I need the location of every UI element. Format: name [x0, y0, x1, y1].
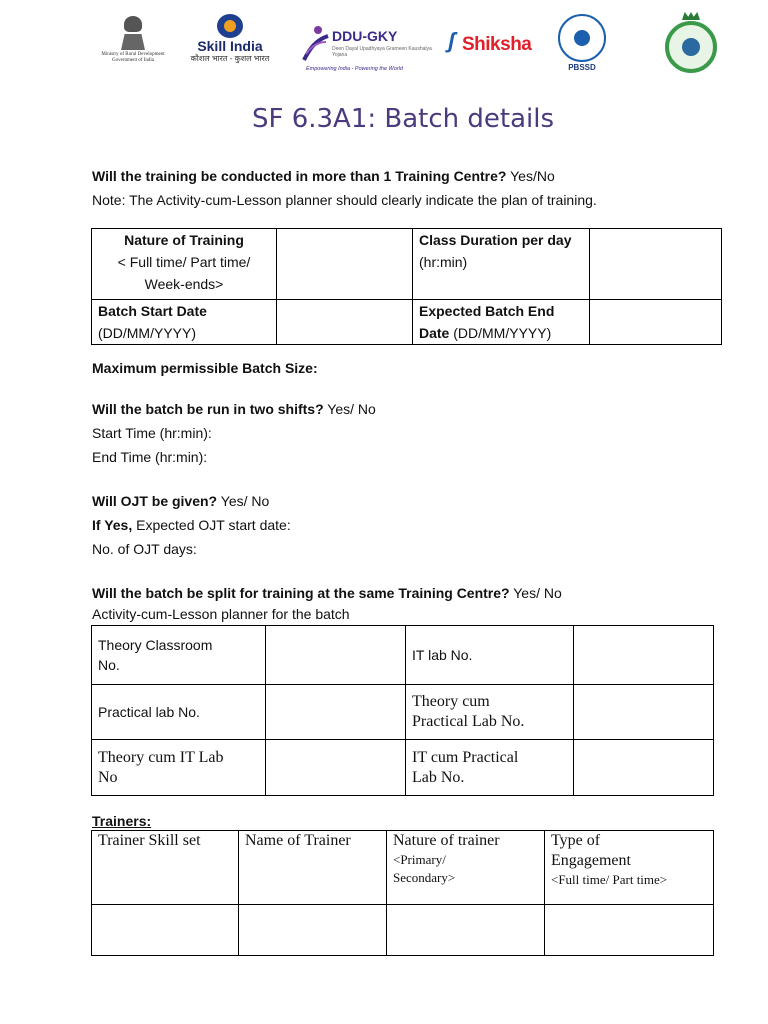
batch-start-label: Batch Start Date: [98, 303, 207, 319]
ojt-question-line: [92, 491, 269, 511]
state-seal-icon: [665, 21, 717, 73]
batch-start-format: (DD/MM/YYYY): [98, 325, 196, 341]
note-text: Note: The Activity-cum-Lesson planner should clearly indicate the plan of training.: [92, 192, 597, 208]
theory-it-lab-value-cell[interactable]: [266, 740, 406, 796]
page-title: SF 6.3A1: Batch details: [251, 104, 555, 134]
theory-classroom-label-cell: [92, 626, 266, 685]
theory-practical-label-2: Practical Lab No.: [412, 713, 525, 730]
batch-end-label: Expected Batch End: [419, 303, 555, 319]
theory-classroom-value-cell[interactable]: [266, 626, 406, 685]
emblem-caption: Ministry of Rural Development Government of India: [101, 52, 165, 63]
pbssd-logo: [554, 14, 610, 72]
theory-it-lab-label-cell: [92, 740, 266, 796]
ddu-gky-name: DDU-GKY: [332, 28, 398, 44]
it-practical-label: IT cum Practical: [412, 748, 519, 766]
lab-allocation-table: [91, 625, 714, 796]
nature-of-training-options-1: < Full time/ Part time/: [117, 254, 251, 270]
batch-end-label-cell: [413, 300, 590, 345]
shifts-question: Will the batch be run in two shifts?: [92, 401, 324, 417]
batch-end-format: (DD/MM/YYYY): [449, 325, 552, 341]
trainer-nature-header: [387, 831, 545, 905]
trainer-skill-set-cell[interactable]: [92, 905, 239, 956]
pbssd-label: PBSSD: [568, 63, 596, 72]
trainer-name-cell[interactable]: [239, 905, 387, 956]
shifts-question-line: [92, 399, 376, 419]
multi-centre-question-line: [92, 166, 555, 186]
it-practical-label-2: Lab No.: [412, 768, 465, 786]
nature-of-training-options-2: Week-ends>: [144, 276, 224, 292]
it-practical-value-cell[interactable]: [574, 740, 714, 796]
national-emblem-logo: [98, 16, 168, 64]
it-lab-value-cell[interactable]: [574, 626, 714, 685]
trainer-name-header: [239, 831, 387, 905]
ojt-options: Yes/ No: [217, 493, 270, 509]
ojt-question: Will OJT be given?: [92, 493, 218, 509]
batch-end-value-cell[interactable]: [590, 300, 722, 345]
class-duration-value-cell[interactable]: [590, 229, 722, 300]
practical-lab-label: Practical lab No.: [98, 704, 200, 720]
trainer-nature-option-1: <Primary/: [393, 852, 446, 867]
skill-india-subtitle: कौशल भारत - कुशल भारत: [190, 54, 270, 63]
it-lab-label-cell: [406, 626, 574, 685]
batch-info-table: [91, 228, 722, 345]
pbssd-seal-icon: [558, 14, 606, 62]
practical-lab-label-cell: [92, 685, 266, 740]
planner-label: Activity-cum-Lesson planner for the batch: [92, 606, 350, 622]
engagement-type-options: <Full time/ Part time>: [551, 872, 668, 887]
trainer-skill-set-label: Trainer Skill set: [98, 832, 201, 849]
logo-strip: [0, 10, 768, 80]
ojt-start-line: [92, 515, 291, 535]
engagement-type-header: [545, 831, 714, 905]
skill-india-icon: [217, 14, 243, 38]
shiksha-name: Shiksha: [462, 34, 532, 55]
theory-it-lab-label: Theory cum IT Lab: [98, 748, 224, 766]
start-time-label: Start Time (hr:min):: [92, 425, 212, 441]
it-lab-label: IT lab No.: [412, 647, 473, 663]
theory-practical-label: Theory cum: [412, 693, 490, 710]
skill-india-logo: [190, 14, 270, 64]
ddu-gky-swoosh-icon: [302, 24, 330, 64]
ddu-gky-tagline: Empowering India - Powering the World: [306, 66, 403, 72]
skill-india-name: Skill India: [197, 38, 263, 54]
nature-of-training-value-cell[interactable]: [277, 229, 413, 300]
split-options: Yes/ No: [509, 585, 562, 601]
shiksha-icon: ʃ: [448, 28, 456, 53]
ojt-days-label: No. of OJT days:: [92, 541, 197, 557]
trainer-nature-option-2: Secondary>: [393, 870, 456, 885]
trainers-table: [91, 830, 714, 956]
multi-centre-options: Yes/No: [506, 168, 555, 184]
batch-start-label-cell: [92, 300, 277, 345]
theory-classroom-label: Theory Classroom: [98, 637, 213, 653]
shifts-options: Yes/ No: [323, 401, 376, 417]
split-question: Will the batch be split for training at the same Training Centre?: [92, 585, 510, 601]
class-duration-label-cell: [413, 229, 590, 300]
class-duration-label: Class Duration per day: [419, 232, 572, 248]
it-practical-label-cell: [406, 740, 574, 796]
class-duration-unit: (hr:min): [419, 254, 468, 270]
ddu-gky-subtitle: Deen Dayal Upadhyaya Grameen Kaushalya Yojana: [332, 46, 432, 58]
theory-it-lab-label-2: No: [98, 768, 118, 786]
trainers-heading: Trainers:: [92, 813, 152, 829]
nature-of-training-label: Nature of Training: [124, 232, 244, 248]
max-batch-size-label: Maximum permissible Batch Size:: [92, 360, 318, 376]
batch-start-value-cell[interactable]: [277, 300, 413, 345]
theory-practical-value-cell[interactable]: [574, 685, 714, 740]
engagement-type-cell[interactable]: [545, 905, 714, 956]
batch-end-label-2: Date: [419, 325, 450, 341]
trainer-name-label: Name of Trainer: [245, 832, 351, 849]
theory-practical-label-cell: [406, 685, 574, 740]
split-question-line: [92, 583, 562, 603]
practical-lab-value-cell[interactable]: [266, 685, 406, 740]
trainer-nature-cell[interactable]: [387, 905, 545, 956]
theory-classroom-label-2: No.: [98, 657, 120, 673]
trainer-nature-label: Nature of trainer: [393, 832, 500, 849]
trainer-skill-set-header: [92, 831, 239, 905]
engagement-type-label-2: Engagement: [551, 852, 631, 869]
nature-of-training-label-cell: [92, 229, 277, 300]
end-time-label: End Time (hr:min):: [92, 449, 208, 465]
ojt-start-label: Expected OJT start date:: [132, 517, 291, 533]
multi-centre-question: Will the training be conducted in more than 1 Training Centre?: [92, 168, 507, 184]
ojt-if-yes: If Yes,: [92, 517, 133, 533]
crown-icon: [682, 12, 700, 20]
emblem-icon: [120, 16, 146, 50]
west-bengal-emblem-logo: [662, 12, 720, 73]
engagement-type-label: Type of: [551, 832, 601, 849]
